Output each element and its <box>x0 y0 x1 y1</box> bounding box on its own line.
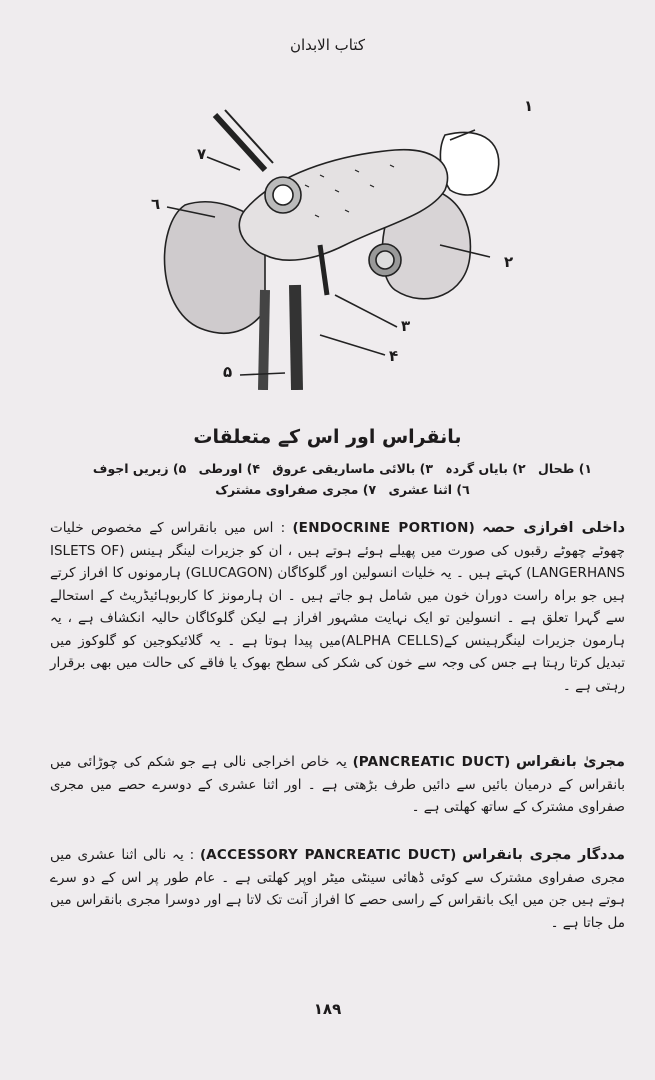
paragraph-pancreatic-duct <box>50 751 625 819</box>
legend-item: ۴) اورطی <box>198 461 260 476</box>
paragraph-heading: مجریٰ بانقراس <box>516 754 626 770</box>
paragraph-term: (PANCREATIC DUCT) <box>352 754 511 770</box>
figure-label-2: ٢ <box>504 253 514 271</box>
paragraph-accessory-duct <box>50 844 625 934</box>
figure-label-6: ٦ <box>151 195 161 213</box>
page-number: ١٨٩ <box>313 1000 342 1018</box>
running-head: کتاب الابدان <box>289 36 366 54</box>
figure-label-7: ٧ <box>197 145 207 163</box>
paragraph-body: یہ خاص اخراجی نالی ہے جو شکم کی چوڑائی میں بانقراس کے درمیان بائیں سے دائیں طرف بڑھتی ہے ۔ اور اثنا عشری کے دوسرے حصے میں مجری صفراوی مشترک کے ساتھ کھلتی ہے ۔ <box>50 754 625 815</box>
paragraph-heading: مددگار مجری بانقراس <box>462 847 625 863</box>
anatomy-drawing <box>145 95 545 390</box>
paragraph-term: (ACCESSORY PANCREATIC DUCT) <box>200 847 457 863</box>
figure-legend <box>60 458 625 500</box>
legend-row <box>60 479 625 500</box>
paragraph-endocrine-portion <box>50 517 625 697</box>
legend-item: ٢) بایاں گردہ <box>445 461 526 476</box>
figure-caption-title: بانقراس اور اس کے متعلقات <box>193 426 462 448</box>
figure-label-3: ٣ <box>401 317 411 335</box>
paragraph-body: : اس میں بانقراس کے مخصوص خلیات چھوٹے چھوٹے رقبوں کی صورت میں پھیلے ہوئے ہوتے ہیں ، ان کو جزیرات لینگر ہینس (ISLETS OF LANGERHANS) کہتے ہیں ۔ یہ خلیات انسولین اور گلوکاگان (GLUCAGON) ہارمونوں کا افراز کرتے ہیں جو براہ راست دوران خون میں شامل ہو جاتے ہیں ۔ ان ہارمونز کا کاربوہائیڈریٹ کے استحالے سے گہرا تعلق ہے ۔ انسولین تو ایک نہایت مشہور افراز ہے لیکن گلوکاگان حالیہ انکشاف ہے ، یہ ہارمون جزیرات لینگرہینس کے(ALPHA CELLS)میں پیدا ہوتا ہے ۔ یہ گلائیکوجین کو گلوکوز میں تبدیل کرتا رہتا ہے جس کی وجہ سے خون کی شکر کی سطح بھوک یا فاقے کی حالت میں بھی برقرار رہتی ہے ۔ <box>50 520 625 694</box>
figure-label-4: ۴ <box>389 347 399 365</box>
paragraph-heading: داخلی افرازی حصہ <box>482 520 626 536</box>
pancreas-illustration <box>145 95 545 390</box>
legend-item: ٦) اثنا عشری <box>388 482 470 497</box>
paragraph-body: : یہ نالی اثنا عشری میں مجری صفراوی مشترک سے کوئی ڈھائی سینٹی میٹر اوپر کھلتی ہے ۔ عام طور پر اس کے دو سرے ہوتے ہیں جن میں ایک بانقراس کے راسی حصے کا افراز آنت تک لاتا ہے اور دوسرا مجری بانقراس میں مل جاتا ہے ۔ <box>50 847 625 931</box>
figure-label-5: ۵ <box>223 363 233 381</box>
legend-item: ٧) مجری صفراوی مشترک <box>215 482 377 497</box>
paragraph-term: (ENDOCRINE PORTION) <box>292 520 475 536</box>
spleen-shape <box>440 132 498 195</box>
legend-item: ٣) بالائی ماساریقی عروق <box>272 461 434 476</box>
legend-item: ۵) زیریں اجوف <box>92 461 187 476</box>
legend-row <box>60 458 625 479</box>
figure-label-1: ١ <box>524 97 534 115</box>
legend-item: ١) طحال <box>538 461 593 476</box>
